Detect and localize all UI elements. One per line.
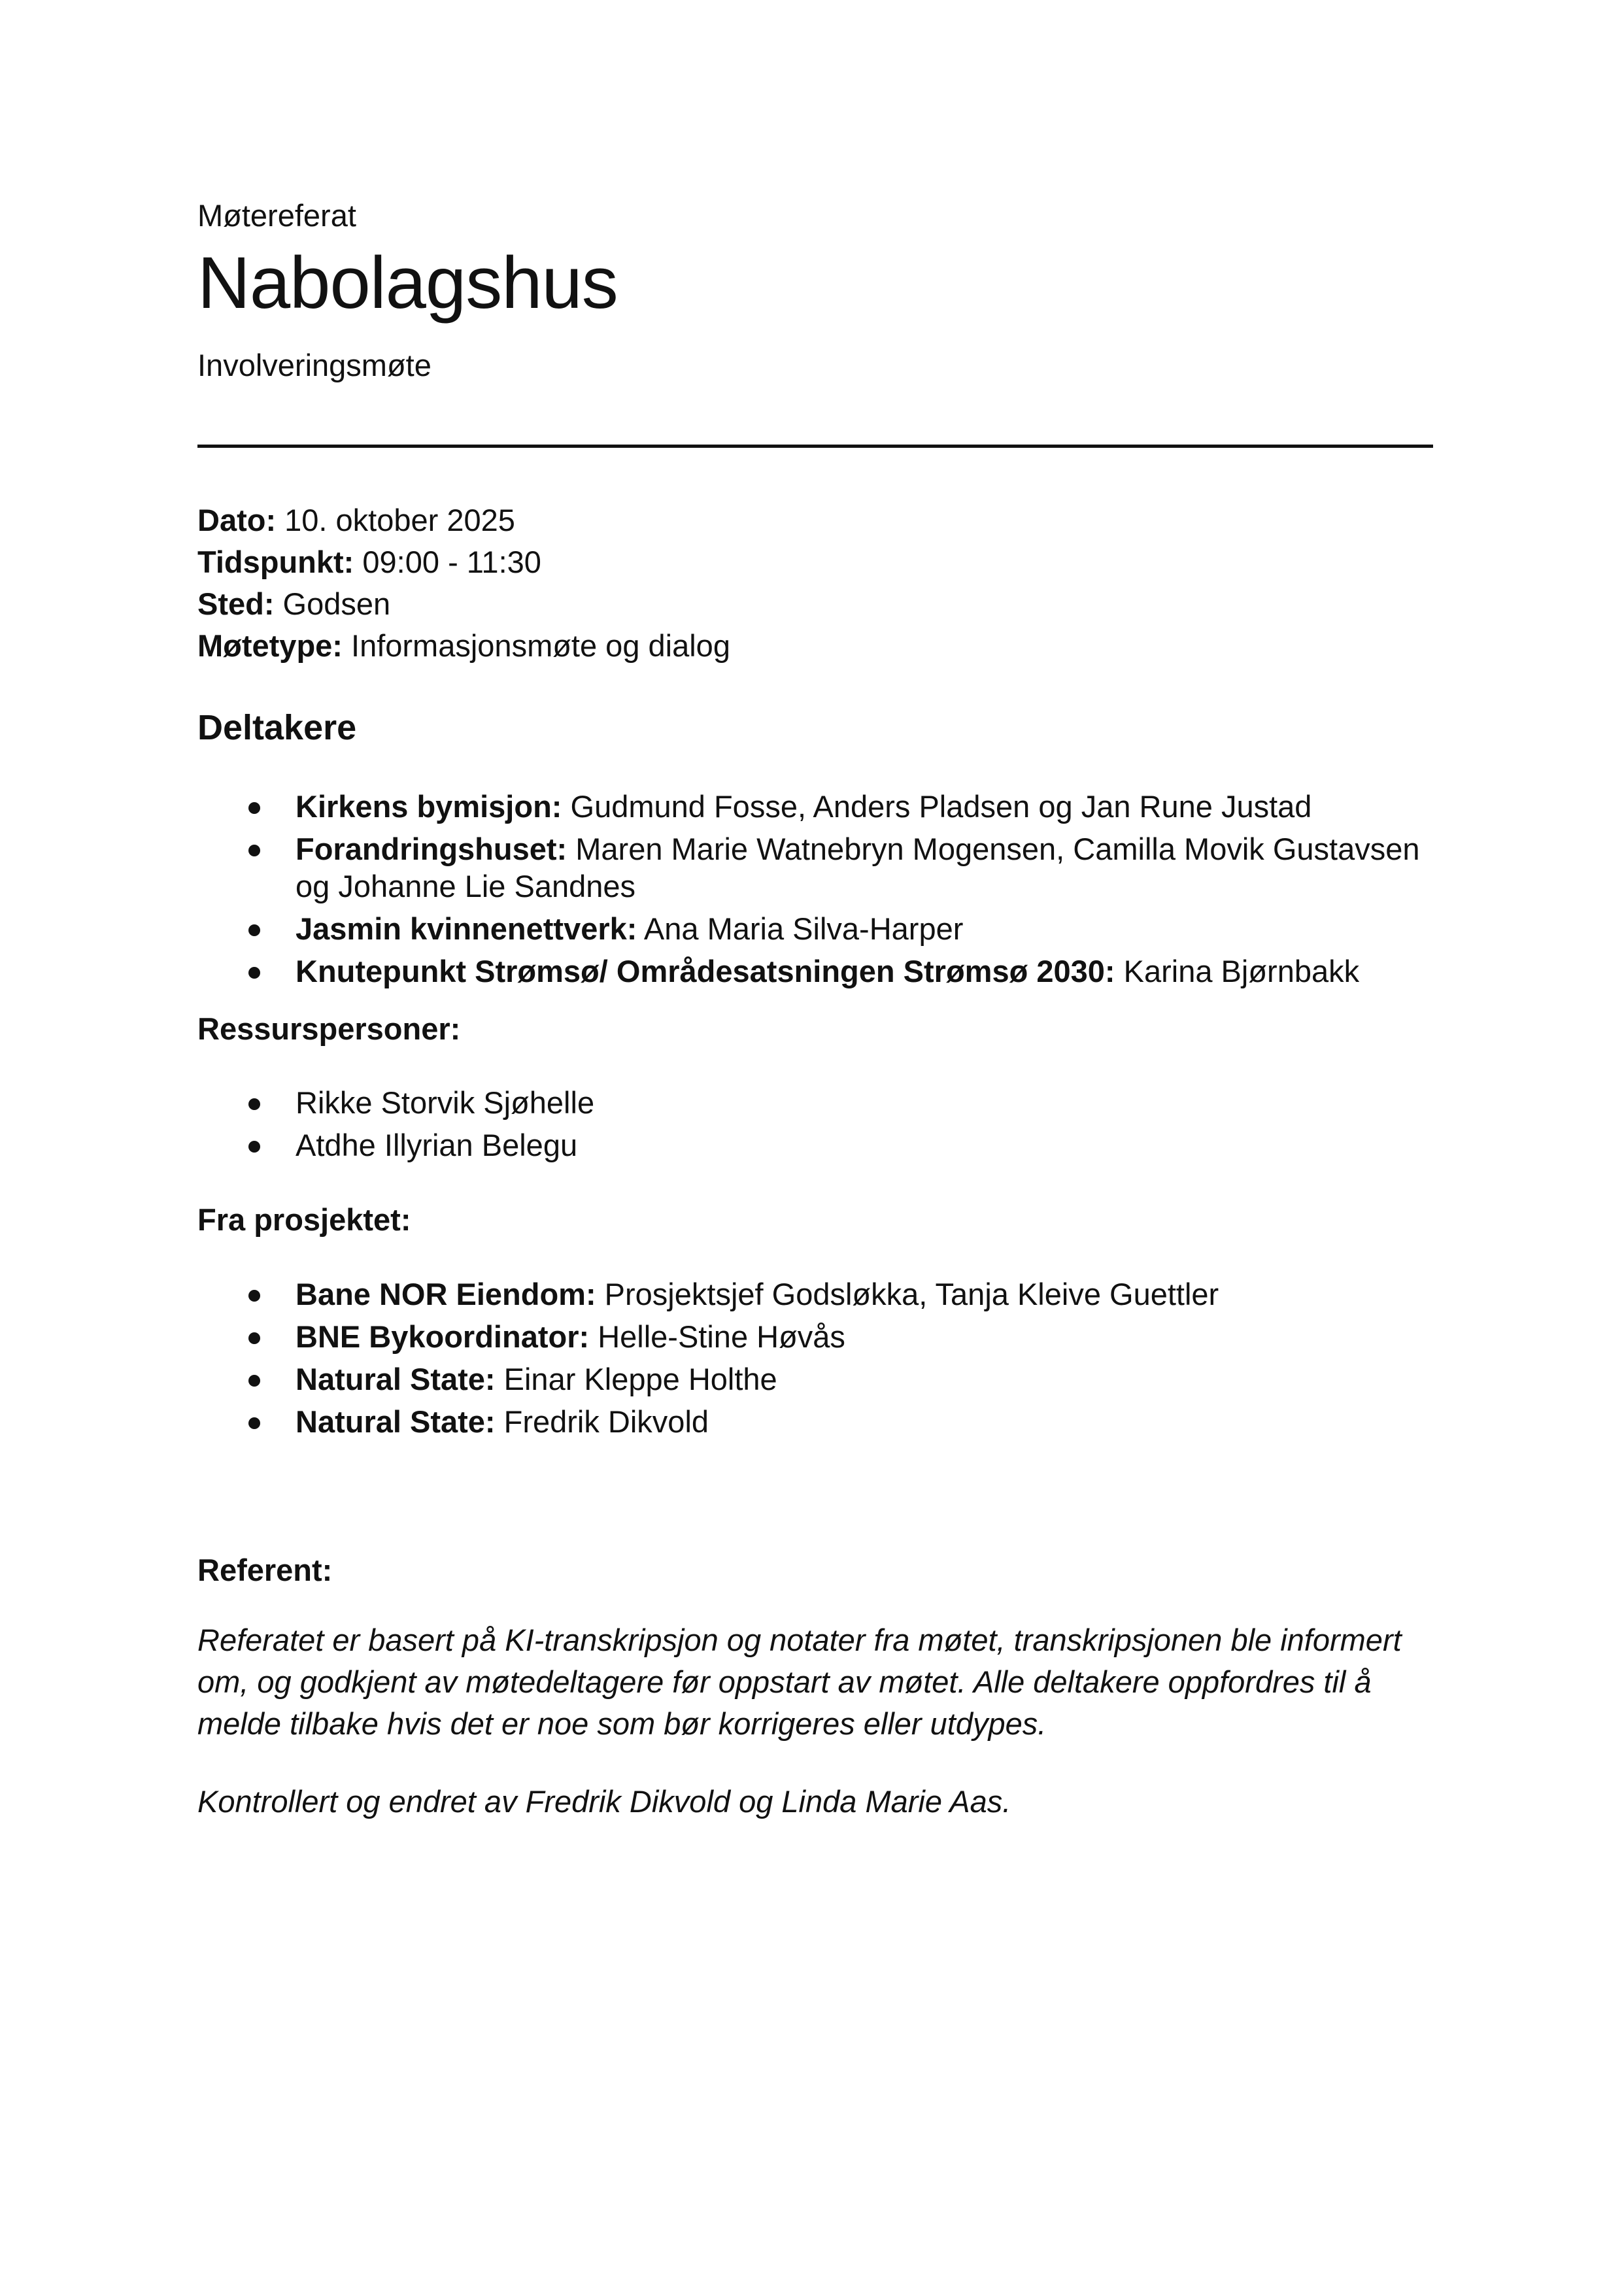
referent-heading: Referent: [197,1553,333,1587]
list-item [197,910,1433,947]
participant-names: Maren Marie Watnebryn Mogensen, Camilla Movik Gustavsen og Johanne Lie Sandnes [296,832,1420,903]
page-title: Nabolagshus [197,242,618,324]
meta-type-value: Informasjonsmøte og dialog [342,628,730,663]
list-item [197,788,1433,825]
participants-list [197,788,1433,995]
list-item [197,1403,1433,1440]
participant-names: Karina Bjørnbakk [1115,954,1360,988]
document-page [197,0,1433,2294]
list-item [197,1084,1433,1121]
list-item [197,830,1433,905]
bullet-icon [248,802,260,814]
bullet-icon [248,845,260,856]
participant-names: Ana Maria Silva-Harper [637,911,964,946]
meta-date-value: 10. oktober 2025 [276,503,515,537]
horizontal-divider [197,445,1433,448]
bullet-icon [248,1332,260,1344]
project-names: Fredrik Dikvold [495,1404,709,1439]
bullet-icon [248,967,260,979]
project-names: Prosjektsjef Godsløkka, Tanja Kleive Guettler [596,1277,1219,1311]
project-org: Bane NOR Eiendom: [296,1277,596,1311]
referent-controlled-by: Kontrollert og endret av Fredrik Dikvold og Linda Marie Aas. [197,1784,1011,1819]
bullet-icon [248,1375,260,1387]
project-names: Einar Kleppe Holthe [495,1362,777,1396]
page-subtitle: Involveringsmøte [197,348,431,382]
participants-heading: Deltakere [197,708,357,747]
meeting-meta [197,499,730,667]
participant-org: Kirkens bymisjon: [296,789,562,824]
meta-place-label: Sted: [197,586,275,621]
meta-time-label: Tidspunkt: [197,545,354,579]
resource-name: Atdhe Illyrian Belegu [296,1128,578,1162]
resource-name: Rikke Storvik Sjøhelle [296,1085,595,1120]
project-org: Natural State: [296,1404,496,1439]
bullet-icon [248,1290,260,1302]
participant-org: Jasmin kvinnenettverk: [296,911,637,946]
project-org: BNE Bykoordinator: [296,1319,590,1354]
meta-time [197,541,730,583]
meta-date-label: Dato: [197,503,277,537]
resources-heading: Ressurspersoner: [197,1011,461,1046]
list-item [197,1318,1433,1355]
project-org: Natural State: [296,1362,496,1396]
meta-time-value: 09:00 - 11:30 [354,545,541,579]
meta-place-value: Godsen [274,586,391,621]
participant-org: Knutepunkt Strømsø/ Områdesatsningen Strømsø 2030: [296,954,1115,988]
project-list [197,1275,1433,1445]
meta-type [197,625,730,667]
list-item [197,1360,1433,1398]
meta-date [197,499,730,541]
project-names: Helle-Stine Høvås [589,1319,845,1354]
list-item [197,1126,1433,1164]
resources-list [197,1084,1433,1169]
list-item [197,1275,1433,1313]
document-type: Møtereferat [197,198,356,233]
bullet-icon [248,1141,260,1153]
project-heading: Fra prosjektet: [197,1202,411,1237]
participant-names: Gudmund Fosse, Anders Pladsen og Jan Rune Justad [562,789,1312,824]
participant-org: Forandringshuset: [296,832,567,866]
bullet-icon [248,924,260,936]
referent-note: Referatet er basert på KI-transkripsjon og notater fra møtet, transkripsjonen ble informert om, og godkjent av møtedeltagere før oppstart av møtet. Alle deltakere oppfordres til å melde tilbake hvis det er noe som bør korrigeres eller utdypes. [197,1623,1402,1741]
bullet-icon [248,1098,260,1110]
list-item [197,953,1433,990]
meta-type-label: Møtetype: [197,628,343,663]
meta-place [197,583,730,625]
bullet-icon [248,1417,260,1429]
